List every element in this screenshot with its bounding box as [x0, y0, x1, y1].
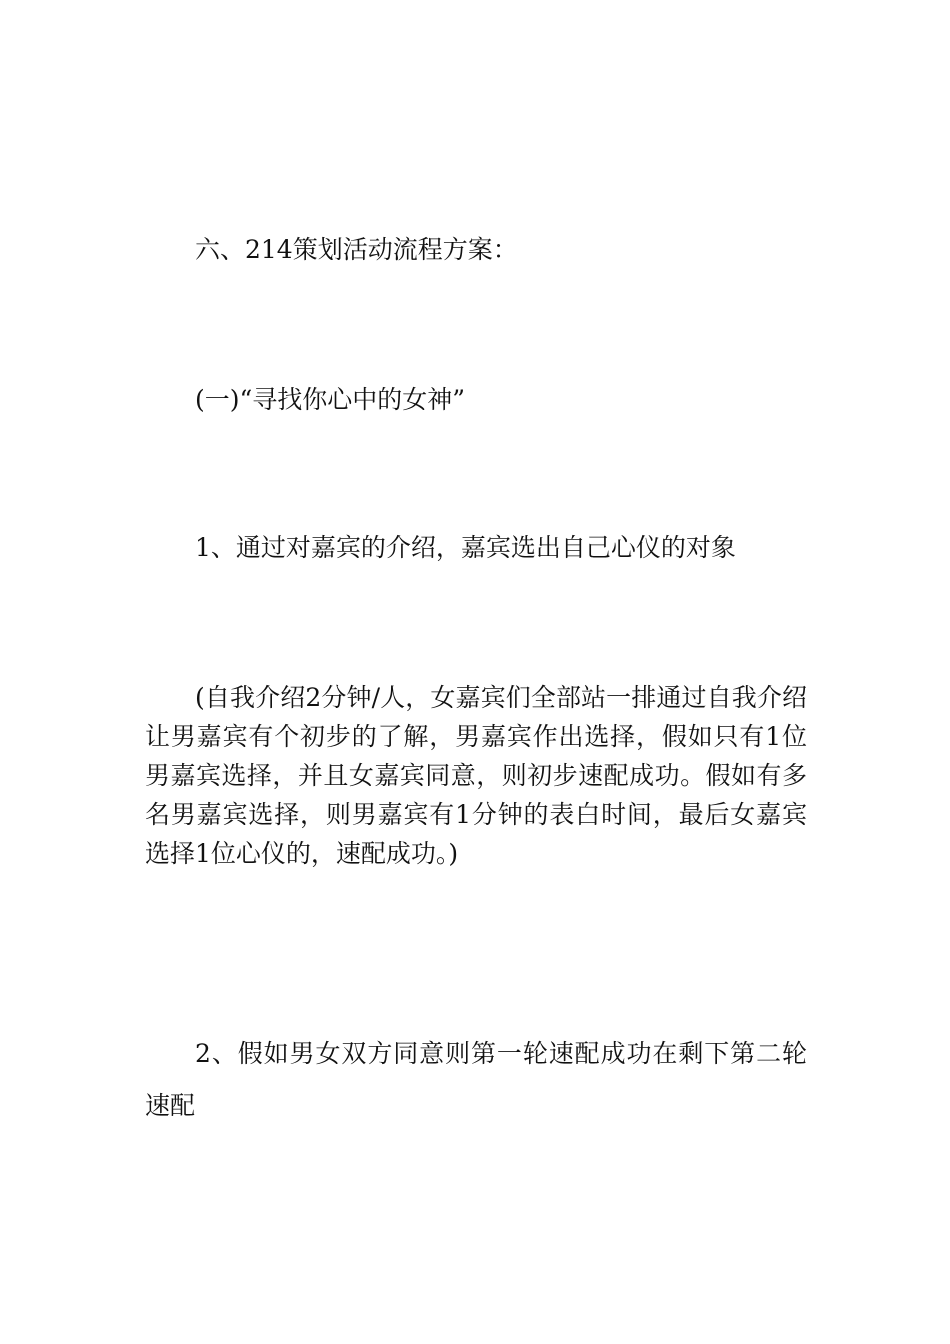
explanation-paragraph: (自我介绍2分钟/人，女嘉宾们全部站一排通过自我介绍让男嘉宾有个初步的了解，男嘉宾作出选择，假如只有1位男嘉宾选择，并且女嘉宾同意，则初步速配成功。假如有多名男嘉宾选择，则男嘉宾有1分钟的表白时间，最后女嘉宾选择1位心仪的，速配成功。) — [145, 683, 807, 868]
list-item-1: 1、通过对嘉宾的介绍，嘉宾选出自己心仪的对象 — [195, 533, 736, 562]
list-item-2: 2、假如男女双方同意则第一轮速配成功在剩下第二轮速配 — [145, 1039, 807, 1120]
section-heading: 六、214策划活动流程方案： — [195, 235, 518, 264]
sub-heading: (一)“寻找你心中的女神” — [195, 385, 466, 414]
